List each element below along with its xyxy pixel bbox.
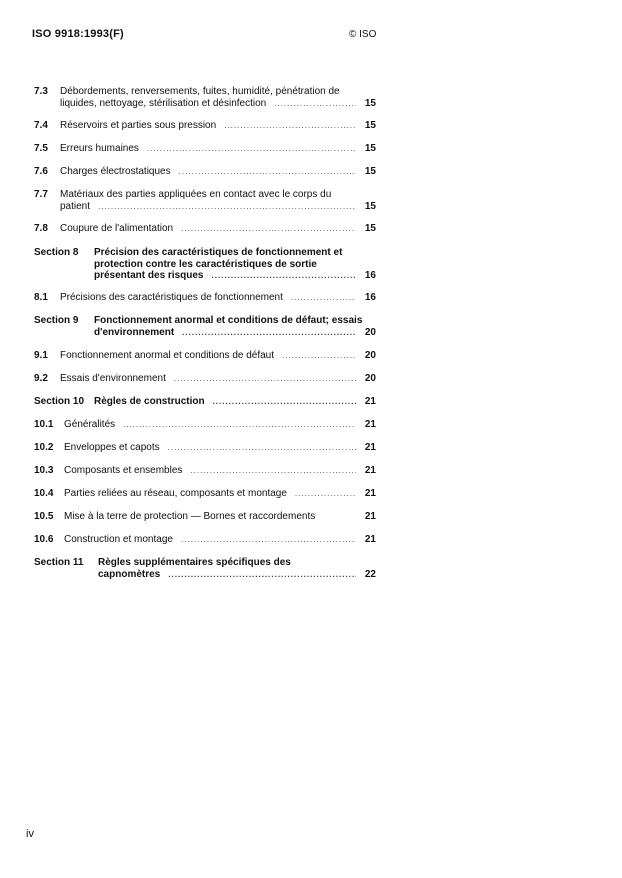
- toc-title-line: patient: [60, 200, 91, 212]
- toc-number: 7.8: [34, 223, 48, 234]
- toc-number: 9.2: [34, 373, 48, 384]
- toc-page-number: 21: [364, 442, 376, 453]
- toc-title-line: Fonctionnement anormal et conditions de défaut: [60, 350, 275, 361]
- toc-title-line: Enveloppes et capots: [64, 442, 160, 453]
- toc-page-number: 15: [364, 166, 376, 177]
- toc-title-line: capnomètres: [98, 568, 161, 580]
- toc-page-number: 20: [364, 350, 376, 361]
- toc-page-number: 22: [364, 568, 376, 580]
- leader-dots: [181, 534, 356, 546]
- toc-entry-7-5[interactable]: [34, 143, 376, 155]
- leader-dots: [211, 270, 356, 282]
- toc-page-number: 16: [364, 292, 376, 303]
- toc-section-8[interactable]: [34, 247, 376, 282]
- leader-dots: [123, 419, 356, 431]
- toc-number: 7.4: [34, 120, 48, 131]
- leader-dots: [179, 166, 356, 178]
- toc-page-number: 16: [364, 270, 376, 281]
- toc-number: 10.3: [34, 465, 54, 476]
- toc-number: 8.1: [34, 292, 48, 303]
- toc-title-line: Composants et ensembles: [64, 465, 183, 476]
- toc-number: 7.6: [34, 166, 48, 177]
- toc-number: 7.7: [34, 189, 48, 200]
- leader-dots: [282, 350, 356, 362]
- toc-entry-7-7[interactable]: [34, 189, 376, 212]
- toc-title-line: Construction et montage: [64, 534, 173, 545]
- toc-title-line: Mise à la terre de protection — Bornes et raccordements: [64, 511, 316, 522]
- toc-title-line: Coupure de l'alimentation: [60, 223, 174, 234]
- toc-page-number: 15: [364, 200, 376, 212]
- toc-title-line: Fonctionnement anormal et conditions de défaut; essais: [94, 315, 363, 326]
- toc-entry-9-2[interactable]: [34, 373, 376, 385]
- toc-title-line: Règles supplémentaires spécifiques des: [98, 557, 291, 568]
- toc-entry-10-6[interactable]: [34, 534, 376, 546]
- toc-entry-10-2[interactable]: [34, 442, 376, 454]
- toc-page-number: 21: [364, 511, 376, 522]
- toc-page-number: 15: [364, 97, 376, 109]
- toc-number: 10.2: [34, 442, 54, 453]
- toc-title-line: protection contre les caractéristiques de sortie: [94, 258, 317, 270]
- leader-dots: [291, 292, 356, 304]
- toc-section-11[interactable]: [34, 557, 376, 580]
- toc-number: 10.5: [34, 511, 54, 522]
- toc-number: 7.3: [34, 86, 48, 97]
- toc-title-line: Erreurs humaines: [60, 143, 139, 154]
- toc-title-line: Précision des caractéristiques de fonctionnement et: [94, 247, 343, 258]
- leader-dots: [168, 569, 356, 581]
- copyright-label: © ISO: [349, 29, 377, 40]
- toc-section-number: Section 10: [34, 396, 85, 407]
- toc-title-line: Réservoirs et parties sous pression: [60, 120, 217, 131]
- toc-section-10[interactable]: [34, 396, 376, 408]
- toc-title-line: Essais d'environnement: [60, 373, 166, 384]
- toc-entry-10-3[interactable]: [34, 465, 376, 477]
- document-id: ISO 9918:1993(F): [32, 28, 124, 40]
- toc-number: 10.6: [34, 534, 54, 545]
- toc-number: 7.5: [34, 143, 48, 154]
- toc-entry-7-4[interactable]: [34, 120, 376, 132]
- toc-title-line: Parties reliées au réseau, composants et montage: [64, 488, 287, 499]
- leader-dots: [295, 488, 356, 500]
- toc-section-number: Section 8: [34, 247, 79, 258]
- toc-entry-7-3[interactable]: [34, 86, 376, 109]
- leader-dots: [181, 223, 356, 235]
- toc-number: 9.1: [34, 350, 48, 361]
- toc-title-line: Règles de construction: [94, 396, 205, 407]
- toc-entry-10-5[interactable]: [34, 511, 376, 523]
- toc-section-9[interactable]: [34, 315, 376, 338]
- leader-dots: [274, 98, 356, 110]
- leader-dots: [168, 442, 356, 454]
- leader-dots: [213, 396, 356, 408]
- toc-page-number: 21: [364, 534, 376, 545]
- toc-page-number: 21: [364, 419, 376, 430]
- toc-entry-9-1[interactable]: [34, 350, 376, 362]
- leader-dots: [147, 143, 356, 155]
- toc-entry-8-1[interactable]: [34, 292, 376, 304]
- toc-page-number: 20: [364, 326, 376, 338]
- toc-title-line: Matériaux des parties appliquées en contact avec le corps du: [60, 189, 332, 200]
- toc-page-number: 21: [364, 396, 376, 407]
- toc-title-line: liquides, nettoyage, stérilisation et désinfection: [60, 97, 267, 109]
- page-number-roman: iv: [26, 828, 34, 840]
- toc-page-number: 20: [364, 373, 376, 384]
- toc-page-number: 21: [364, 488, 376, 499]
- toc-page-number: 15: [364, 120, 376, 131]
- leader-dots: [174, 373, 356, 385]
- toc-title-line: présentant des risques: [94, 270, 204, 281]
- toc-entry-10-4[interactable]: [34, 488, 376, 500]
- toc-page-number: 15: [364, 143, 376, 154]
- toc-title-line: Charges électrostatiques: [60, 166, 171, 177]
- toc-title-line: d'environnement: [94, 326, 175, 338]
- leader-dots: [182, 327, 356, 339]
- leader-dots: [98, 201, 356, 213]
- leader-dots: [190, 465, 356, 477]
- toc-title-line: Débordements, renversements, fuites, humidité, pénétration de: [60, 86, 340, 97]
- toc-entry-7-6[interactable]: [34, 166, 376, 178]
- toc-entry-7-8[interactable]: [34, 223, 376, 235]
- toc-number: 10.4: [34, 488, 54, 499]
- toc-title-line: Généralités: [64, 419, 116, 430]
- toc-section-number: Section 9: [34, 315, 79, 326]
- toc-section-number: Section 11: [34, 557, 84, 568]
- leader-dots: [224, 120, 356, 132]
- toc-page-number: 21: [364, 465, 376, 476]
- toc-number: 10.1: [34, 419, 54, 430]
- toc-entry-10-1[interactable]: [34, 419, 376, 431]
- toc-page-number: 15: [364, 223, 376, 234]
- toc-title-line: Précisions des caractéristiques de fonctionnement: [60, 292, 283, 303]
